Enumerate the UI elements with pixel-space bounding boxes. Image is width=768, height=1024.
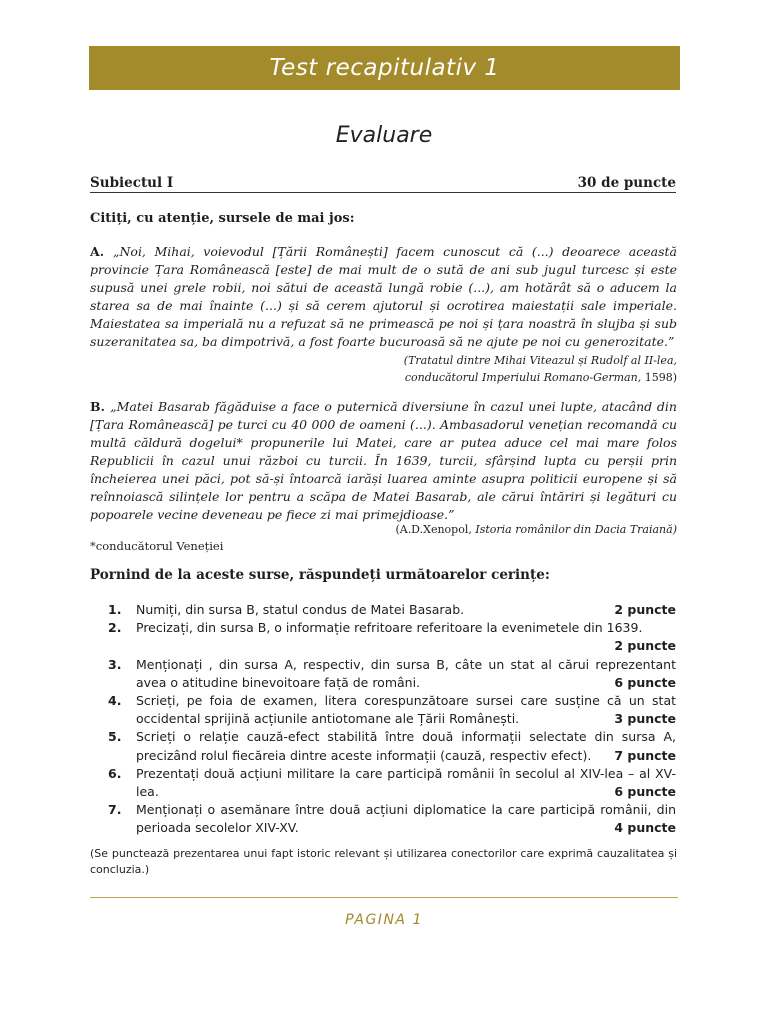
source-a-label: A [90, 244, 100, 259]
list-item: 1. 2 puncte Numiți, din sursa B, statul condus de Matei Basarab. [108, 601, 676, 619]
tasks-intro: Pornind de la aceste surse, răspundeți următoarelor cerințe: [90, 567, 550, 583]
task-text: Menționați o asemănare între două acțiuni diplomatice la care participă românii, din perioada secolelor XIV-XV. [136, 802, 676, 836]
section-title: Evaluare [335, 123, 433, 148]
task-text: Numiți, din sursa B, statul condus de Matei Basarab. [136, 602, 465, 617]
list-item: 4. Scrieți, pe foia de examen, litera corespunzătoare sursei care susține că un stat occidental sprijină acțiunile antiotomane ale Țării Românești. 3 puncte [108, 692, 676, 728]
footer-divider [90, 897, 678, 898]
subject-header [90, 175, 676, 193]
task-points: 3 puncte [614, 711, 676, 727]
source-a-citation-year: 1598) [644, 371, 677, 384]
source-b-text: „Matei Basarab făgăduise a face o puternică diversiune în cazul unei lupte, atacând din [Țara Românească] pe turci cu 40 000 de oameni (...). Ambasadorul venețian recomandă cu multă căldură dogelui* propunerile lui Matei, care ar putea aduce cel mai mare folos Republicii în cazul unui război cu turcii. În 1639, turcii, sfârșind lupta cu perșii prin încheierea unei păci, pot să-și întoarcă iarăși luarea aminte asupra politicii europene și să reînnoiască silințele lor pentru a scăpa de Matei Basarab, ale cărui întăriri și legături cu popoarele vecine deveneau pe fiece zi mai primejdioase.” [90, 399, 677, 522]
source-b-citation-work: Istoria românilor din Dacia Traiană) [475, 523, 677, 536]
subject-name: Subiectul I [90, 175, 174, 191]
list-item: 3. Menționați , din sursa A, respectiv, din sursa B, câte un stat al cărui reprezentant avea o atitudine binevoitoare față de români. 6 puncte [108, 656, 676, 692]
list-item: 6. Prezentați două acțiuni militare la care participă românii în secolul al XIV-lea – al XV-lea. 6 puncte [108, 765, 676, 801]
source-a: A. „Noi, Mihai, voievodul [Țării Românești] facem cunoscut că (...) deoarece această provincie Țara Românească [este] de mai mult de o sută de ani sub jugul turcesc și este supusă unei grele robii, noi sătui de această lungă robie (...), am hotărât să o aducem la starea sa de mai înainte (...) și să cerem ajutorul și ocrotirea maiestații sale imperiale. Maiestatea sa imperială nu a refuzat să ne primească pe noi și țara noastră în slujba și sub suzeranitatea sa, ba dimpotrivă, a fost foarte bucuroasă să ne ajute pe noi cu generozitate.” [90, 244, 677, 349]
task-text: Scrieți o relație cauză-efect stabilită între două informații selectate din sursa A, precizând rolul fiecăreia dintre aceste informații (cauză, respectiv efect). [136, 729, 676, 763]
source-b-citation-author: (A.D.Xenopol, [395, 523, 472, 536]
task-text: Scrieți, pe foia de examen, litera corespunzătoare sursei care susține că un stat occidental sprijină acțiunile antiotomane ale Țării Românești. [136, 693, 676, 727]
list-item: 2. Precizați, din sursa B, o informație refritoare referitoare la evenimetele din 1639. 2 puncte [108, 619, 676, 655]
task-points: 2 puncte [614, 602, 676, 617]
page-number: PAGINA 1 [345, 912, 423, 928]
source-b: B. „Matei Basarab făgăduise a face o puternică diversiune în cazul unei lupte, atacând din [Țara Românească] pe turci cu 40 000 de oameni (...). Ambasadorul venețian recomandă cu multă căldură dogelui* propunerile lui Matei, care ar putea aduce cel mai mare folos Republicii în cazul unui război cu turcii. În 1639, turcii, sfârșind lupta cu perșii prin încheierea unei păci, pot să-și întoarcă iarăși luarea aminte asupra politicii europene și să reînnoiască silințele lor pentru a scăpa de Matei Basarab, ale cărui întăriri și legături cu popoarele vecine deveneau pe fiece zi mai primejdioase.” [90, 399, 677, 522]
task-points: 4 puncte [614, 820, 676, 836]
source-a-citation-line1: (Tratatul dintre Mihai Viteazul și Rudolf al II-lea, [403, 354, 677, 367]
task-points: 2 puncte [614, 638, 676, 654]
title-banner [89, 46, 680, 90]
list-item: 5. Scrieți o relație cauză-efect stabilită între două informații selectate din sursa A, precizând rolul fiecăreia dintre aceste informații (cauză, respectiv efect). 7 puncte [108, 728, 676, 764]
task-points: 7 puncte [614, 747, 676, 763]
source-b-label: B [90, 399, 101, 414]
task-text: Prezentați două acțiuni militare la care participă românii în secolul al XIV-lea – al XV-lea. [136, 765, 676, 800]
list-item: 7. Menționați o asemănare între două acțiuni diplomatice la care participă românii, din perioada secolelor XIV-XV. 4 puncte [108, 801, 676, 837]
subject-points: 30 de puncte [577, 175, 676, 191]
source-a-text: „Noi, Mihai, voievodul [Țării Românești] facem cunoscut că (...) deoarece această provincie Țara Românească [este] de mai mult de o sută de ani sub jugul turcesc și este supusă unei grele robii, noi sătui de această lungă robie (...), am hotărât să o aducem la starea sa de mai înainte (...) și să cerem ajutorul și ocrotirea maiestații sale imperiale. Maiestatea sa imperială nu a refuzat să ne primească pe noi și țara noastră în slujba și sub suzeranitatea sa, ba dimpotrivă, a fost foarte bucuroasă să ne ajute pe noi cu generozitate.” [90, 244, 677, 349]
source-b-citation [277, 521, 677, 538]
grading-note: (Se punctează prezentarea unui fapt istoric relevant și utilizarea conectorilor care exprimă cauzalitatea și concluzia.) [90, 847, 677, 876]
source-a-citation-line2: conducătorul Imperiului Romano-German, [404, 371, 642, 384]
task-text: Precizați, din sursa B, o informație refritoare referitoare la evenimetele din 1639. [136, 620, 643, 636]
footnote: *conducătorul Veneției [90, 539, 224, 553]
task-points: 6 puncte [614, 784, 676, 800]
banner-title: Test recapitulativ 1 [269, 55, 500, 81]
source-a-citation [277, 352, 677, 386]
task-points: 6 puncte [614, 674, 676, 690]
task-text: Menționați , din sursa A, respectiv, din sursa B, câte un stat al cărui reprezentant avea o atitudine binevoitoare față de români. [136, 656, 676, 690]
sources-intro: Citiți, cu atenție, sursele de mai jos: [90, 211, 355, 226]
task-list [108, 601, 676, 838]
